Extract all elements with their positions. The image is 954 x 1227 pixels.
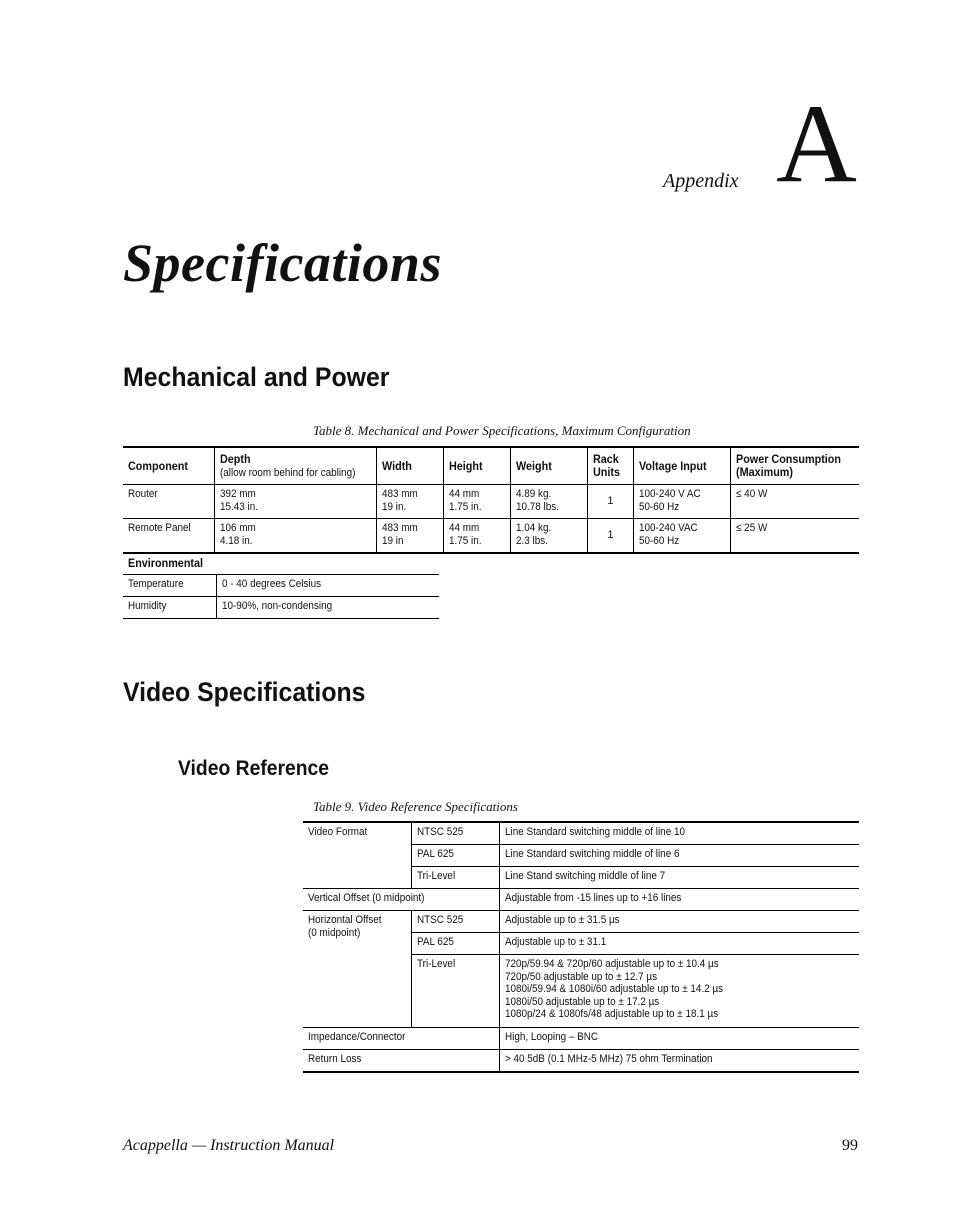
cell-depth: 392 mm 15.43 in.	[215, 485, 376, 519]
table-header-row	[123, 447, 859, 485]
col-header-component: Component	[123, 447, 215, 485]
col-header-height: Height	[444, 447, 511, 485]
table-row	[123, 519, 859, 554]
cell-value: Adjustable from -15 lines up to +16 lines	[499, 889, 859, 911]
table-row	[123, 575, 439, 597]
cell-width: 483 mm 19 in.	[376, 485, 443, 519]
cell-power: ≤ 40 W	[730, 485, 859, 519]
footer-page-number: 99	[842, 1137, 858, 1154]
cell-component: Remote Panel	[123, 519, 215, 554]
col-header-power: Power Consumption (Maximum)	[730, 447, 859, 485]
table-row	[123, 485, 859, 519]
cell-standard: PAL 625	[411, 933, 499, 955]
mechanical-power-table	[123, 446, 859, 554]
footer-manual-title: Acappella — Instruction Manual	[123, 1137, 335, 1154]
table-row	[303, 1049, 859, 1072]
table-9-caption: Table 9. Video Reference Specifications	[313, 799, 518, 814]
cell-label: Humidity	[123, 597, 216, 619]
environmental-table	[123, 555, 439, 619]
cell-impedance-label: Impedance/Connector	[303, 1027, 499, 1049]
table-row	[123, 597, 439, 619]
cell-standard: Tri-Level	[411, 955, 499, 1028]
cell-height: 44 mm 1.75 in.	[444, 485, 511, 519]
cell-value: 0 - 40 degrees Celsius	[216, 575, 439, 597]
cell-value: High, Looping – BNC	[499, 1027, 859, 1049]
col-header-depth: Depth (allow room behind for cabling)	[215, 447, 376, 485]
environmental-header-row	[123, 555, 439, 575]
cell-value: Adjustable up to ± 31.5 µs	[499, 911, 859, 933]
col-header-weight: Weight	[511, 447, 588, 485]
cell-value: Line Stand switching middle of line 7	[499, 867, 859, 889]
cell-weight: 1.04 kg. 2.3 lbs.	[511, 519, 588, 554]
cell-value: > 40 5dB (0.1 MHz-5 MHz) 75 ohm Termination	[499, 1049, 859, 1072]
cell-standard: NTSC 525	[411, 911, 499, 933]
col-header-width: Width	[376, 447, 443, 485]
video-reference-table	[303, 821, 859, 1073]
cell-component: Router	[123, 485, 215, 519]
table-row	[303, 911, 859, 933]
cell-voltage: 100-240 VAC 50-60 Hz	[633, 519, 730, 554]
cell-standard: PAL 625	[411, 845, 499, 867]
cell-voltage: 100-240 V AC 50-60 Hz	[633, 485, 730, 519]
cell-standard: NTSC 525	[411, 822, 499, 845]
subsection-heading-video-reference: Video Reference	[178, 757, 330, 780]
cell-weight: 4.89 kg. 10.78 lbs.	[511, 485, 588, 519]
table-8-caption: Table 8. Mechanical and Power Specifications, Maximum Configuration	[313, 423, 691, 438]
cell-label: Temperature	[123, 575, 216, 597]
cell-height: 44 mm 1.75 in.	[444, 519, 511, 554]
table-row	[303, 1027, 859, 1049]
cell-width: 483 mm 19 in	[376, 519, 443, 554]
cell-value: 10-90%, non-condensing	[216, 597, 439, 619]
col-header-voltage: Voltage Input	[633, 447, 730, 485]
cell-horizontal-offset-label: Horizontal Offset (0 midpoint)	[303, 911, 411, 1028]
col-header-rack-units: Rack Units	[588, 447, 634, 485]
cell-vertical-offset-label: Vertical Offset (0 midpoint)	[303, 889, 499, 911]
cell-video-format-label: Video Format	[303, 822, 411, 889]
cell-tri-level-values: 720p/59.94 & 720p/60 adjustable up to ± 10.4 µs 720p/50 adjustable up to ± 12.7 µs 1080i/59.94 & 1080i/60 adjustable up to ± 14.2 µs 1080i/50 adjustable up to ± 17.2 µs 1080p/24 & 1080fs/48 adjustable up to ± 18.1 µs	[499, 955, 859, 1028]
cell-rack-units: 1	[588, 485, 634, 519]
page-title: Specifications	[123, 233, 442, 293]
appendix-label: Appendix	[663, 170, 739, 192]
section-heading-video-specifications: Video Specifications	[123, 677, 366, 707]
cell-value: Adjustable up to ± 31.1	[499, 933, 859, 955]
appendix-letter: A	[776, 82, 857, 206]
cell-return-loss-label: Return Loss	[303, 1049, 499, 1072]
cell-power: ≤ 25 W	[730, 519, 859, 554]
section-heading-mechanical-power: Mechanical and Power	[123, 362, 390, 392]
table-row	[303, 822, 859, 845]
environmental-heading: Environmental	[123, 555, 439, 575]
cell-standard: Tri-Level	[411, 867, 499, 889]
table-row	[303, 889, 859, 911]
cell-value: Line Standard switching middle of line 10	[499, 822, 859, 845]
cell-rack-units: 1	[588, 519, 634, 554]
cell-depth: 106 mm 4.18 in.	[215, 519, 376, 554]
cell-value: Line Standard switching middle of line 6	[499, 845, 859, 867]
